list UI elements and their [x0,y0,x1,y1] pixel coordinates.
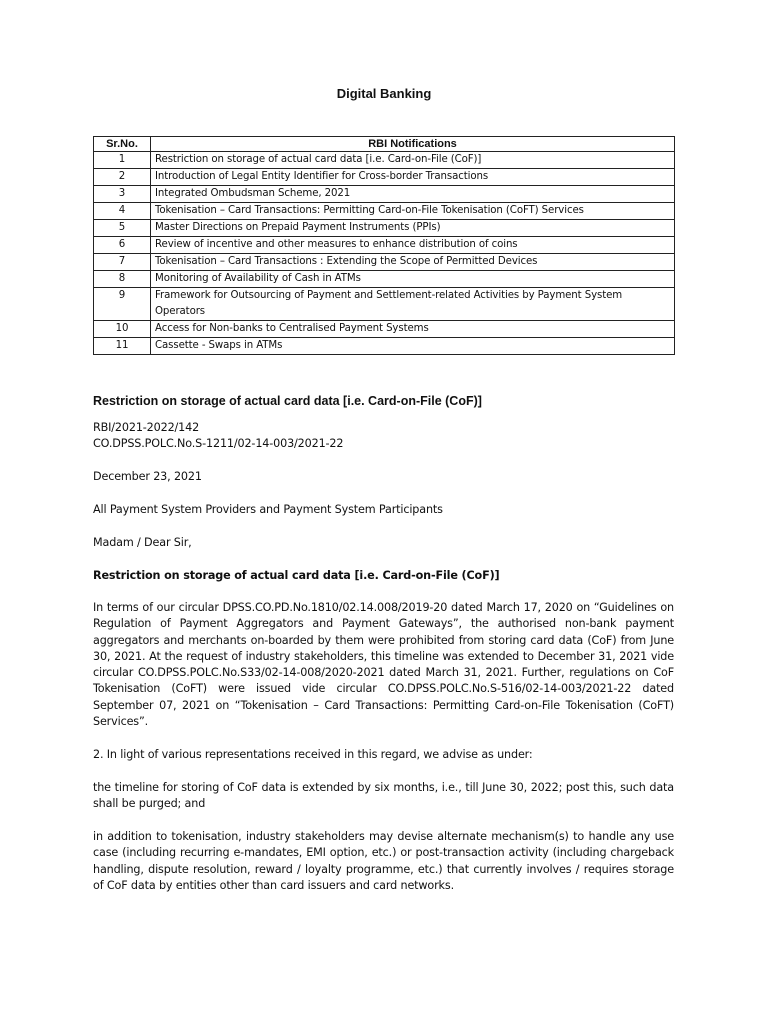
table-row [94,271,675,288]
table-header-row [94,137,675,152]
row-notification: Introduction of Legal Entity Identifier for Cross-border Transactions [151,169,675,186]
addressee: All Payment System Providers and Payment System Participants [93,503,443,516]
row-number: 9 [94,288,151,321]
circular-number: CO.DPSS.POLC.No.S-1211/02-14-003/2021-22 [93,437,344,450]
header-sr-no: Sr.No. [94,137,151,152]
row-notification: Monitoring of Availability of Cash in ATMs [151,271,675,288]
reference-number: RBI/2021-2022/142 [93,421,200,434]
table-row [94,220,675,237]
subject-line: Restriction on storage of actual card data [i.e. Card-on-File (CoF)] [93,569,500,582]
row-number: 6 [94,237,151,254]
row-notification: Framework for Outsourcing of Payment and Settlement-related Activities by Payment System Operators [151,288,675,321]
paragraph-4: in addition to tokenisation, industry stakeholders may devise alternate mechanism(s) to handle any use case (including recurring e-mandates, EMI option, etc.) or post-transaction activity (including chargeback handling, dispute resolution, reward / loyalty programme, etc.) that currently involves / requires storage of CoF data by entities other than card issuers and card networks. [93,830,674,892]
row-number: 8 [94,271,151,288]
row-notification: Cassette - Swaps in ATMs [151,338,675,355]
document-title: Digital Banking [336,86,432,101]
rbi-notifications-table [93,136,675,355]
row-number: 2 [94,169,151,186]
paragraph-1: In terms of our circular DPSS.CO.PD.No.1810/02.14.008/2019-20 dated March 17, 2020 on “Guidelines on Regulation of Payment Aggregators and Payment Gateways”, the authorised non-bank payment aggregators and merchants on-boarded by them were prohibited from storing card data (CoF) from June 30, 2021. At the request of industry stakeholders, this timeline was extended to December 31, 2021 vide circular CO.DPSS.POLC.No.S33/02-14-008/2020-2021 dated March 31, 2021. Further, regulations on CoF Tokenisation (CoFT) were issued vide circular CO.DPSS.POLC.No.S-516/02-14-003/2021-22 dated September 07, 2021 on “Tokenisation – Card Transactions: Permitting Card-on-File Tokenisation (CoFT) Services”. [93,601,674,729]
row-number: 1 [94,152,151,169]
row-notification: Tokenisation – Card Transactions: Permitting Card-on-File Tokenisation (CoFT) Services [151,203,675,220]
row-number: 5 [94,220,151,237]
row-number: 4 [94,203,151,220]
row-notification: Review of incentive and other measures to enhance distribution of coins [151,237,675,254]
row-notification: Master Directions on Prepaid Payment Instruments (PPIs) [151,220,675,237]
table-row [94,152,675,169]
paragraph-2: 2. In light of various representations received in this regard, we advise as under: [93,748,533,761]
table-row [94,237,675,254]
circular-date: December 23, 2021 [93,470,202,483]
salutation: Madam / Dear Sir, [93,536,192,549]
header-rbi-notifications: RBI Notifications [151,137,675,152]
row-number: 10 [94,321,151,338]
table-row [94,169,675,186]
table-row [94,338,675,355]
row-notification: Restriction on storage of actual card data [i.e. Card-on-File (CoF)] [151,152,675,169]
row-number: 11 [94,338,151,355]
section-title: Restriction on storage of actual card data [i.e. Card-on-File (CoF)] [93,394,482,408]
paragraph-3: the timeline for storing of CoF data is extended by six months, i.e., till June 30, 2022; post this, such data shall be purged; and [93,781,674,811]
row-notification: Tokenisation – Card Transactions : Extending the Scope of Permitted Devices [151,254,675,271]
table-row [94,203,675,220]
table-row [94,186,675,203]
row-number: 7 [94,254,151,271]
table-row [94,254,675,271]
table-row [94,288,675,321]
row-number: 3 [94,186,151,203]
row-notification: Access for Non-banks to Centralised Payment Systems [151,321,675,338]
table-row [94,321,675,338]
row-notification: Integrated Ombudsman Scheme, 2021 [151,186,675,203]
